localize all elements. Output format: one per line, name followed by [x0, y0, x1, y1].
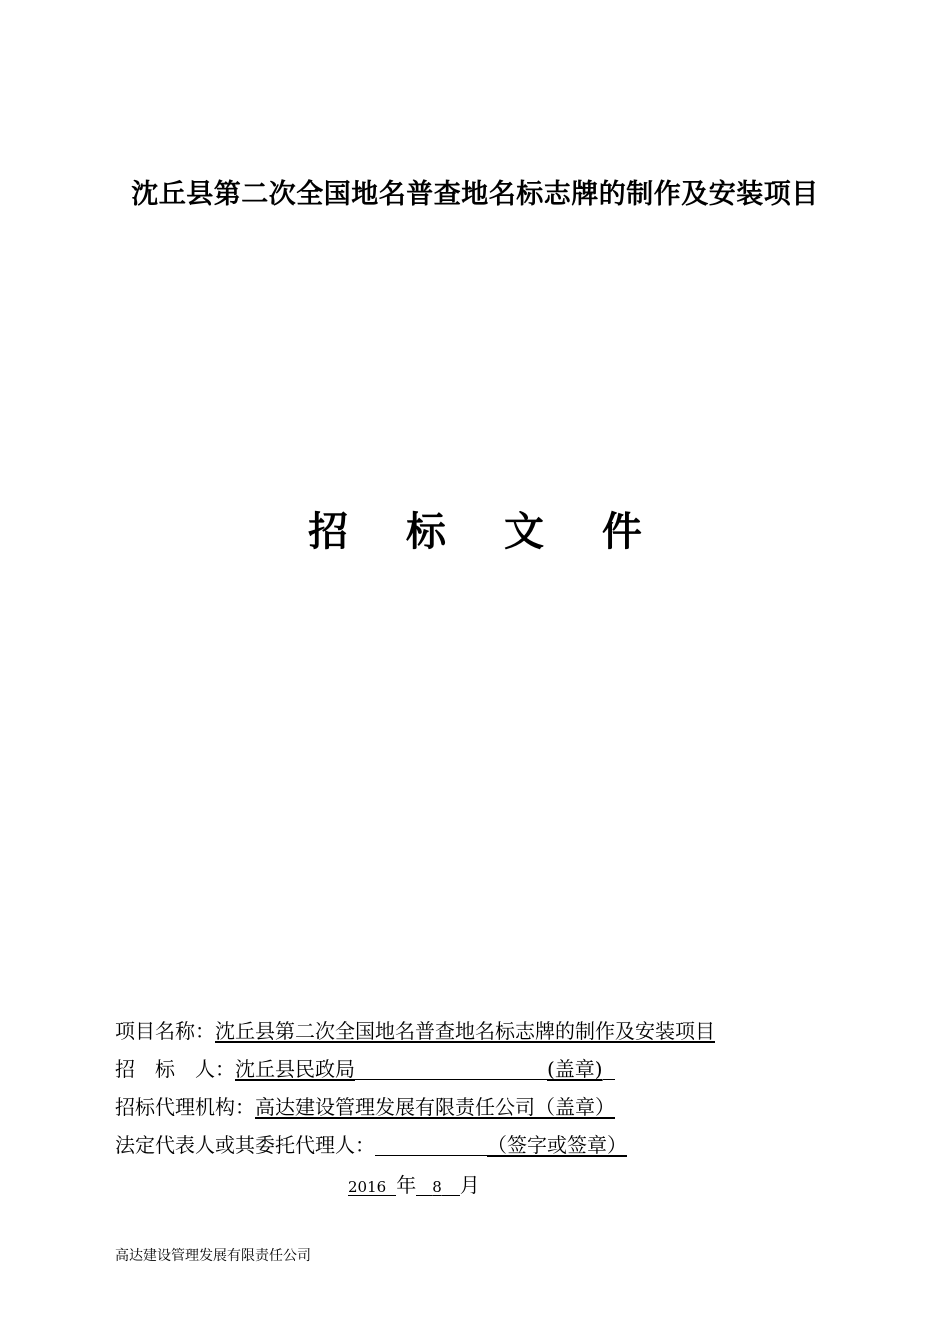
tenderer-value: 沈丘县民政局 [235, 1057, 355, 1081]
legal-rep-label: 法定代表人或其委托代理人： [115, 1133, 375, 1157]
footer-company: 高达建设管理发展有限责任公司 [115, 1248, 311, 1264]
tenderer-seal: (盖章) [547, 1057, 603, 1081]
tenderer-seal-tail [603, 1055, 615, 1080]
date-year-unit: 年 [396, 1173, 417, 1197]
project-name-line [115, 1012, 895, 1050]
project-name-label: 项目名称： [115, 1019, 215, 1043]
tender-info-block [115, 1012, 895, 1164]
date-month: 8 [432, 1178, 442, 1196]
project-name-value: 沈丘县第二次全国地名普查地名标志牌的制作及安装项目 [215, 1019, 715, 1043]
date-month-unit: 月 [459, 1173, 480, 1197]
agency-line [115, 1088, 895, 1126]
date-month-tail [442, 1171, 460, 1196]
document-title: 招 标 文 件 [308, 508, 664, 555]
tenderer-blank [355, 1055, 547, 1080]
date-month-lead [416, 1171, 432, 1196]
legal-rep-sign: （签字或签章） [487, 1133, 627, 1157]
date-line [348, 1166, 480, 1206]
date-year-tail [386, 1171, 396, 1196]
tenderer-label: 招 标 人： [115, 1057, 235, 1081]
agency-label: 招标代理机构： [115, 1095, 255, 1119]
legal-rep-blank [375, 1131, 487, 1156]
date-year: 2016 [348, 1178, 387, 1196]
project-title: 沈丘县第二次全国地名普查地名标志牌的制作及安装项目 [131, 179, 819, 210]
legal-rep-line [115, 1126, 895, 1164]
tenderer-line [115, 1050, 895, 1088]
agency-value: 高达建设管理发展有限责任公司（盖章） [255, 1095, 615, 1119]
